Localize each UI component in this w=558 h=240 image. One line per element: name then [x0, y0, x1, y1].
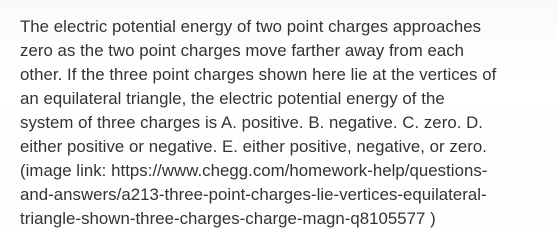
question-text: The electric potential energy of two point charges approaches zero as the two point charges move farther away from each other. If the three point charges shown here lie at the vertices of an equilateral triangle, the electric potential energy of the system of three charges is A. positive. B. negative. C. zero. D. either positive or negative. E. either positive, negative, or zero. (image link: https://www.chegg.com/homework-help/questions- and-answers/a213-three-point-charges-lie-vertices-equilateral- triangle-shown-three-charges-charge-magn-q8105577 ) — [20, 17, 497, 228]
